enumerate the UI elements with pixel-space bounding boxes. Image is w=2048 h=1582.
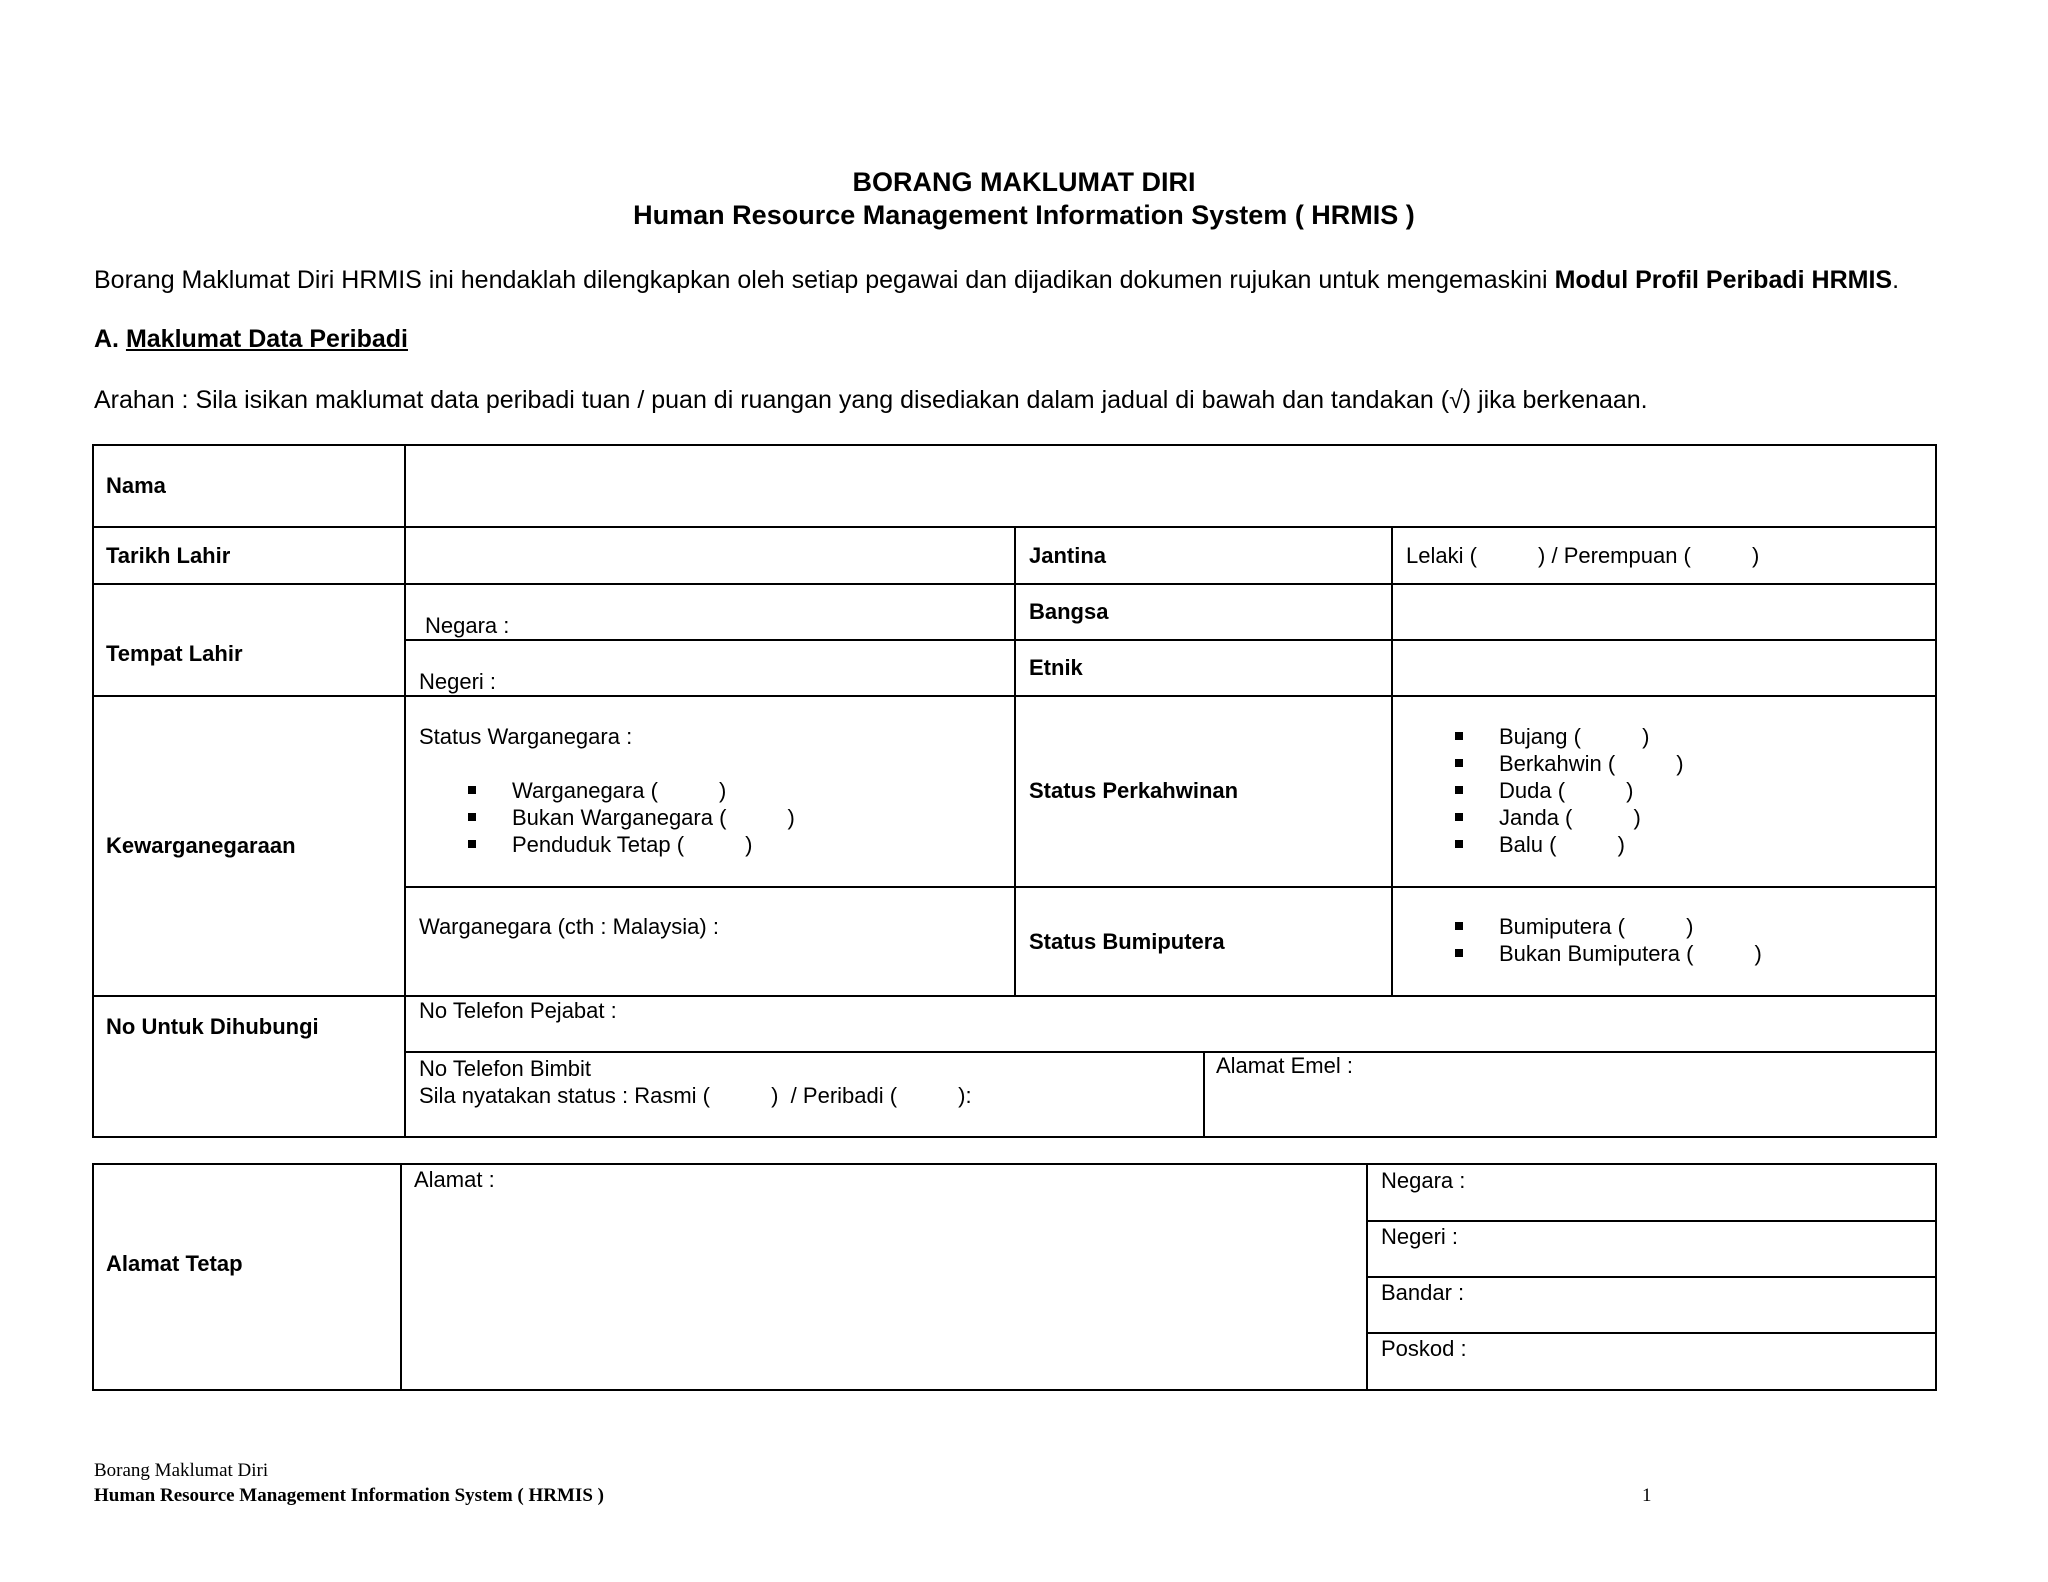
label-status-bumiputera: Status Bumiputera <box>1029 929 1225 954</box>
perkahwinan-option-2: Berkahwin ( ) <box>1455 750 1684 777</box>
bullet-icon <box>1455 732 1463 740</box>
intro-bold: Modul Profil Peribadi HRMIS <box>1554 266 1893 294</box>
intro-text: Borang Maklumat Diri HRMIS ini hendaklah dilengkapkan oleh setiap pegawai dan dijadikan dokumen rujukan untuk mengemaskini <box>94 266 1555 294</box>
label-negeri-lahir: Negeri : <box>419 669 497 694</box>
label-alamat-tetap: Alamat Tetap <box>106 1251 243 1276</box>
page-subtitle: Human Resource Management Information System ( HRMIS ) <box>633 200 1415 230</box>
label-alamat-emel: Alamat Emel : <box>1216 1053 1353 1078</box>
intro-paragraph <box>94 266 1899 295</box>
label-status-perkahwinan: Status Perkahwinan <box>1029 778 1239 803</box>
section-heading <box>94 325 408 354</box>
label-bangsa: Bangsa <box>1029 599 1109 624</box>
label-tel-bimbit: No Telefon Bimbit <box>419 1056 592 1081</box>
bullet-icon <box>468 840 476 848</box>
label-tarikh-lahir: Tarikh Lahir <box>106 543 231 568</box>
footer-line1: Borang Maklumat Diri <box>94 1460 269 1481</box>
perkahwinan-option-5: Balu ( ) <box>1455 831 1625 858</box>
label-etnik: Etnik <box>1029 655 1083 680</box>
bullet-icon <box>1455 786 1463 794</box>
label-status-tel: Sila nyatakan status : Rasmi ( ) / Peribadi ( ): <box>419 1083 972 1108</box>
label-jantina: Jantina <box>1029 543 1107 568</box>
warganegara-option-3: Penduduk Tetap ( ) <box>468 831 753 858</box>
perkahwinan-option-4: Janda ( ) <box>1455 804 1641 831</box>
label-kewarganegaraan: Kewarganegaraan <box>106 833 296 858</box>
warganegara-option-2: Bukan Warganegara ( ) <box>468 804 795 831</box>
label-poskod: Poskod : <box>1381 1336 1467 1361</box>
label-alamat: Alamat : <box>414 1167 495 1192</box>
bullet-icon <box>1455 922 1463 930</box>
label-bandar: Bandar : <box>1381 1280 1465 1305</box>
bullet-icon <box>1455 949 1463 957</box>
perkahwinan-option-1: Bujang ( ) <box>1455 723 1649 750</box>
bullet-icon <box>1455 813 1463 821</box>
label-no-dihubungi: No Untuk Dihubungi <box>106 1014 319 1039</box>
label-negara: Negara : <box>1381 1168 1466 1193</box>
perkahwinan-option-3: Duda ( ) <box>1455 777 1633 804</box>
bullet-icon <box>468 813 476 821</box>
section-prefix: A. <box>94 325 119 353</box>
bullet-icon <box>1455 840 1463 848</box>
label-status-warganegara: Status Warganegara : <box>419 724 633 749</box>
warganegara-option-1: Warganegara ( ) <box>468 777 726 804</box>
bullet-icon <box>468 786 476 794</box>
bullet-icon <box>1455 759 1463 767</box>
jantina-options: Lelaki ( ) / Perempuan ( ) <box>1406 543 1760 568</box>
label-warganegara-cth: Warganegara (cth : Malaysia) : <box>419 914 719 939</box>
label-negara-lahir: Negara : <box>425 613 510 638</box>
label-tel-pejabat: No Telefon Pejabat : <box>419 998 617 1023</box>
page-number: 1 <box>1642 1485 1652 1506</box>
label-negeri: Negeri : <box>1381 1224 1459 1249</box>
bumiputera-option-2: Bukan Bumiputera ( ) <box>1455 940 1762 967</box>
intro-end: . <box>1892 266 1900 294</box>
instruction-text: Arahan : Sila isikan maklumat data peribadi tuan / puan di ruangan yang disediakan dalam jadual di bawah dan tandakan (√) jika berkenaan. <box>94 386 1648 414</box>
label-tempat-lahir: Tempat Lahir <box>106 641 243 666</box>
label-nama: Nama <box>106 473 166 498</box>
footer-line2: Human Resource Management Information System ( HRMIS ) <box>94 1485 604 1506</box>
section-title: Maklumat Data Peribadi <box>125 325 408 353</box>
bumiputera-option-1: Bumiputera ( ) <box>1455 913 1693 940</box>
page-title: BORANG MAKLUMAT DIRI <box>852 167 1196 197</box>
